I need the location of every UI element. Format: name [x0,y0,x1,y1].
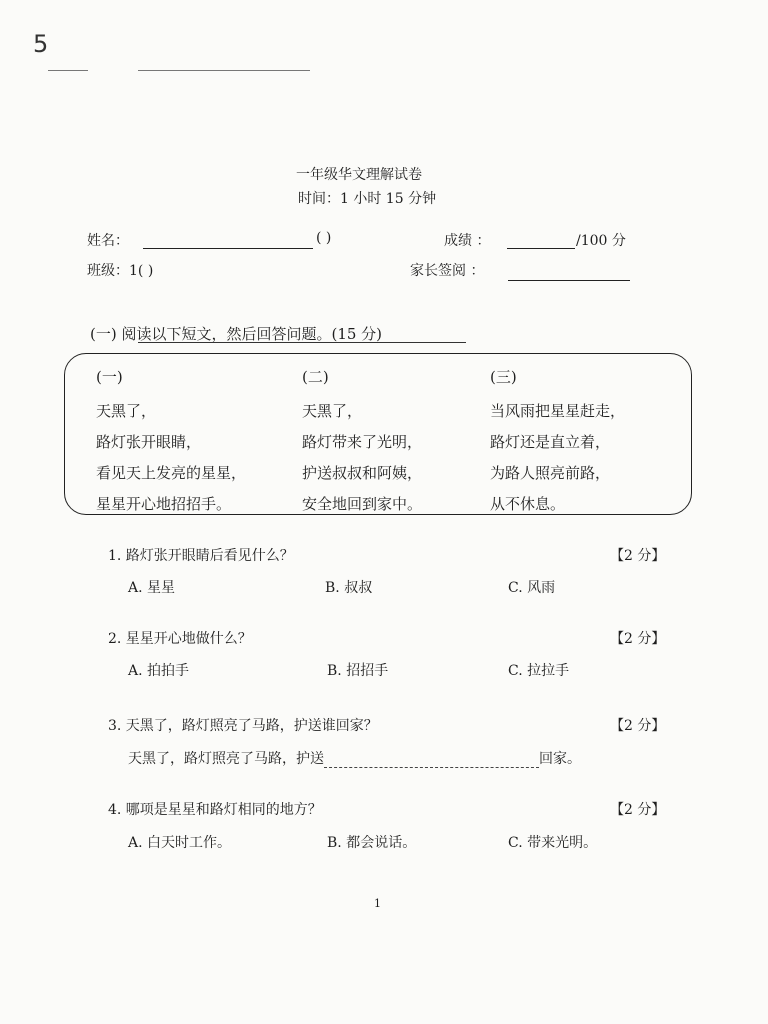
score-label: 成绩 ： [444,233,491,249]
question-2: 2. 星星开心地做什么？ [108,631,252,647]
question-3-score: 【2 分】 [610,718,666,734]
question-1-score: 【2 分】 [610,548,666,564]
poem-line: 从不休息。 [490,495,566,513]
section-heading-underline [138,342,466,343]
name-paren: ( ) [316,230,332,246]
poem-line: 为路人照亮前路， [490,464,611,482]
question-3: 3. 天黑了，路灯照亮了马路，护送谁回家？ [108,718,378,734]
poem-line: 护送叔叔和阿姨， [302,464,423,482]
poem-line: 天黑了， [96,402,157,420]
handwritten-mark: 5 [33,30,49,58]
name-field-line[interactable] [143,230,313,249]
exam-duration: 时间：1 小时 15 分钟 [298,191,437,207]
poem-line: 路灯张开眼睛， [96,433,202,451]
poem-heading: (二) [302,368,329,386]
question-2-option-c[interactable]: C. 拉拉手 [508,663,570,679]
poem-line: 路灯还是直立着， [490,433,611,451]
question-4-score: 【2 分】 [610,802,666,818]
question-4: 4. 哪项是星星和路灯相同的地方？ [108,802,322,818]
poem-line: 星星开心地招招手。 [96,495,232,513]
poem-line: 当风雨把星星赶走， [490,402,626,420]
question-4-option-a[interactable]: A. 白天时工作。 [128,835,232,851]
question-2-option-b[interactable]: B. 招招手 [327,663,389,679]
question-4-option-c[interactable]: C. 带来光明。 [508,835,598,851]
poem-line: 路灯带来了光明， [302,433,423,451]
poem-column-2 [302,362,422,520]
question-3-fill-suffix: 回家。 [539,751,581,767]
page-number: 1 [374,897,381,910]
name-label: 姓名： [87,233,129,249]
poem-line: 天黑了， [302,402,363,420]
poem-column-1 [96,362,246,520]
parent-sign-line[interactable] [508,262,630,281]
score-total: /100 分 [576,233,626,249]
section-heading: (一) 阅读以下短文，然后回答问题。(15 分) [90,325,383,343]
poem-column-3 [490,362,625,520]
top-rule-long [138,70,310,71]
question-1-option-b[interactable]: B. 叔叔 [325,580,373,596]
question-2-score: 【2 分】 [610,631,666,647]
parent-sign-label: 家长签阅 ： [410,263,485,279]
poem-line: 安全地回到家中。 [302,495,423,513]
question-3-answer-blank[interactable] [324,753,539,768]
question-4-option-b[interactable]: B. 都会说话。 [327,835,417,851]
question-2-option-a[interactable]: A. 拍拍手 [128,663,190,679]
question-1: 1. 路灯张开眼睛后看见什么？ [108,548,294,564]
question-1-option-c[interactable]: C. 风雨 [508,580,556,596]
exam-title: 一年级华文理解试卷 [296,167,422,183]
top-rule-short [48,70,88,71]
poem-line: 看见天上发亮的星星， [96,464,247,482]
poem-heading: (一) [96,368,123,386]
question-3-fill-sentence [128,748,581,768]
poem-heading: (三) [490,368,517,386]
question-3-fill-prefix: 天黑了，路灯照亮了马路，护送 [128,751,324,767]
question-1-option-a[interactable]: A. 星星 [128,580,176,596]
class-label: 班级：1( ) [87,263,154,279]
score-field-line[interactable] [507,230,575,249]
